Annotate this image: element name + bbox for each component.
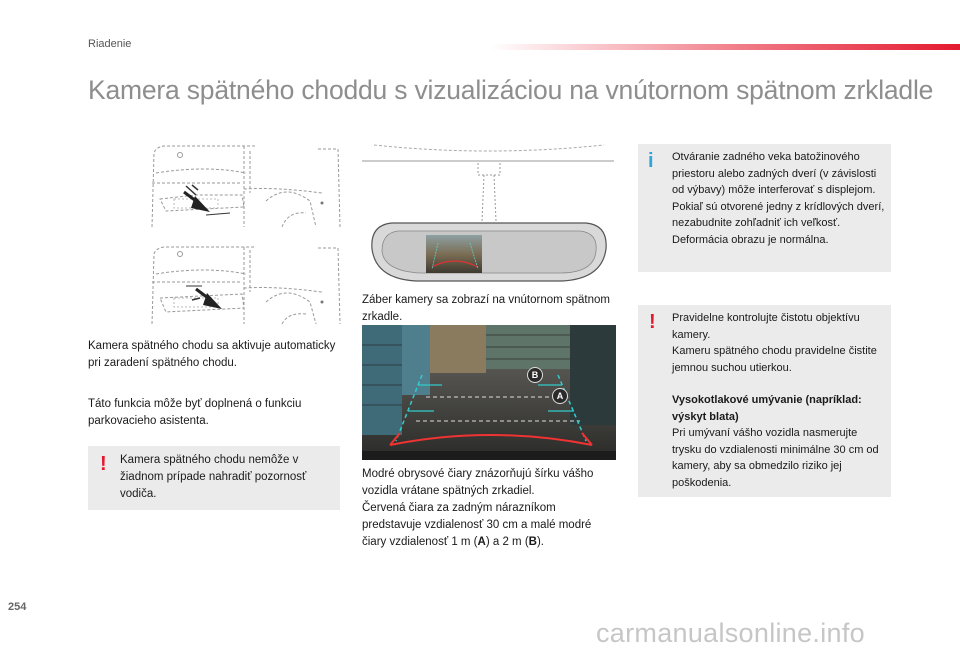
ref-b: B [528,536,537,548]
pressure-wash-heading: Vysokotlakové umývanie (napríklad: výskyt blata) [672,394,862,423]
activation-paragraph: Kamera spätného chodu sa aktivuje automaticky pri zaradení spätného chodu. [88,340,336,369]
distance-lines-text: Červená čiara za zadným nárazníkom predstavuje vzdialenosť 30 cm a malé modré čiary vzdialenosť 1 m (A) a 2 m (B). [362,502,592,548]
tailgate-info-note [638,144,891,272]
arrow-icon [194,287,224,313]
camera-cleaning-warning [638,305,891,497]
mirror-caption: Záber kamery sa zobrazí na vnútornom spätnom zrkadle. [362,294,611,323]
cleaning-note-text: Pravidelne kontrolujte čistotu objektívu kamery. Kameru spätného chodu pravidelne čistite jemnou suchou utierkou. Vysokotlakové umývanie (napríklad: výskyt blata) Pri umývaní vášho vozidla nasmerujte trysku do vzdialenosti minimálne 30 cm od kamery, aby sa obmedzilo riziko jej poškodenia. [672,310,886,491]
guide-lines-description [362,466,616,551]
warning-icon: ! [100,453,107,475]
assist-paragraph: Táto funkcia môže byť doplnená o funkciu parkovacieho asistenta. [88,398,302,427]
warning-icon: ! [649,311,656,333]
section-label: Riadenie [88,38,132,50]
arrow-icon [182,190,212,216]
rearview-mirror-illustration [362,143,616,285]
driver-attention-warning [88,446,340,510]
watermark: carmanualsonline.info [596,618,865,648]
page-title: Kamera spätného choddu s vizualizáciou na vnútornom spätnom zrkladle [88,75,934,105]
info-note-text: Otváranie zadného veka batožinového priestoru alebo zadných dverí (v závislosti od výbavy) môže interferovať s displejom. Pokiaľ sú otvorené jedny z krídlových dverí, nezabudnite zohľadniť ich veľkosť. Deformácia obrazu je normálna. [672,151,885,246]
camera-view-image [362,325,616,460]
distance-label-a: A [552,388,568,404]
width-lines-text: Modré obrysové čiary znázorňujú šírku vášho vozidla vrátane spätných zrkadiel. [362,468,594,497]
page-number: 254 [8,601,27,613]
info-icon: i [648,150,654,172]
distance-label-b: B [527,367,543,383]
van-illustration-top [146,143,342,229]
ref-a: A [477,536,486,548]
header-accent-bar [490,44,960,50]
warning-text: Kamera spätného chodu nemôže v žiadnom prípade nahradiť pozornosť vodiča. [120,454,307,500]
van-illustration-bottom [146,240,342,326]
